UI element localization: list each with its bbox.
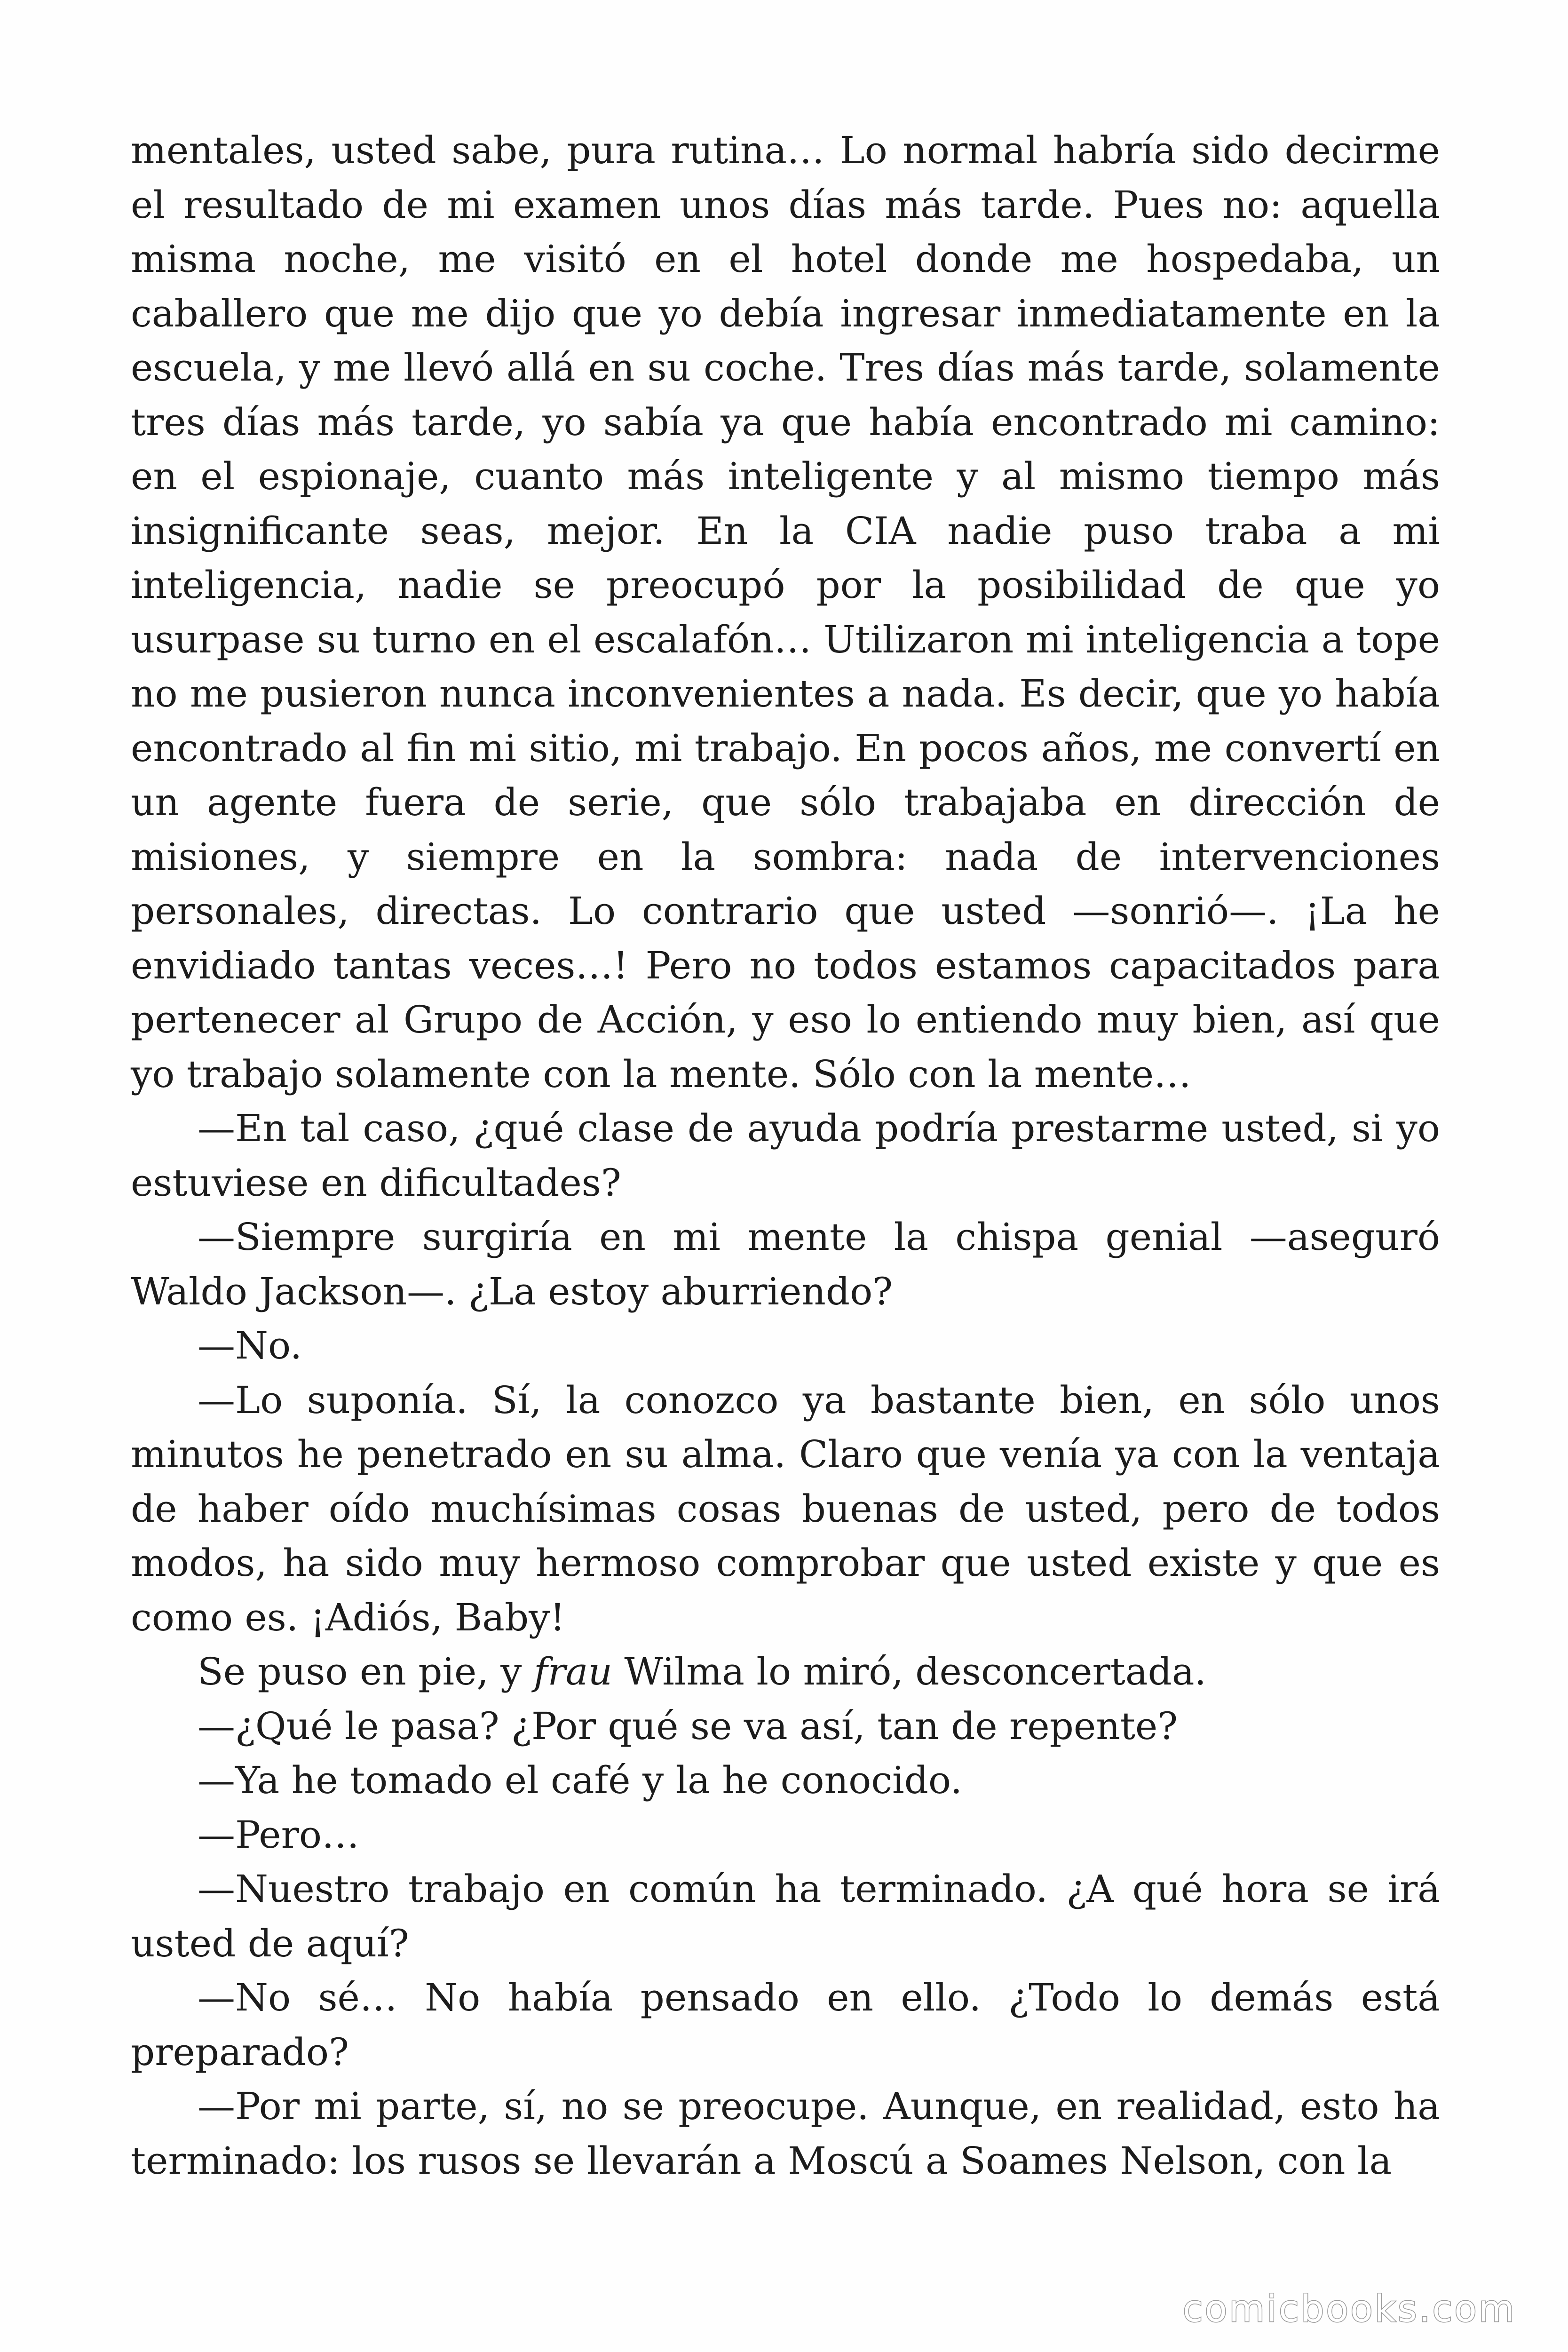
paragraph-8: —Ya he tomado el café y la he conocido. xyxy=(198,1758,963,1802)
paragraph-11: —No sé… No había pensado en ello. ¿Todo lo demás está preparado? xyxy=(131,1976,1440,2074)
paragraph-7: —¿Qué le pasa? ¿Por qué se va así, tan de repente? xyxy=(198,1704,1178,1748)
paragraph-3: —Siempre surgiría en mi mente la chispa genial —aseguró Waldo Jackson—. ¿La estoy aburriendo? xyxy=(131,1215,1440,1313)
paragraph-1: mentales, usted sabe, pura rutina… Lo normal habría sido decirme el resultado de mi examen unos días más tarde. Pues no: aquella misma noche, me visitó en el hotel donde me hospedaba, un caballero que me dijo que yo debía ingresar inmediatamente en la escuela, y me llevó allá en su coche. Tres días más tarde, solamente tres días más tarde, yo sabía ya que había encontrado mi camino: en el espionaje, cuanto más inteligente y al mismo tiempo más insignificante seas, mejor. En la CIA nadie puso traba a mi inteligencia, nadie se preocupó por la posibilidad de que yo usurpase su turno en el escalafón… Utilizaron mi inteligencia a tope no me pusieron nunca inconvenientes a nada. Es decir, que yo había encontrado al fin mi sitio, mi trabajo. En pocos años, me convertí en un agente fuera de serie, que sólo trabajaba en dirección de misiones, y siempre en la sombra: nada de intervenciones personales, directas. Lo contrario que usted —sonrió—. ¡La he envidiado tantas veces…! Pero no todos estamos capacitados para pertenecer al Grupo de Acción, y eso lo entiendo muy bien, así que yo trabajo solamente con la mente. Sólo con la mente… xyxy=(131,128,1440,1096)
paragraph-4: —No. xyxy=(198,1324,302,1367)
paragraph-12: —Por mi parte, sí, no se preocupe. Aunque, en realidad, esto ha terminado: los rusos se llevarán a Moscú a Soames Nelson, con la xyxy=(131,2084,1440,2183)
paragraph-6-after: Wilma lo miró, desconcertada. xyxy=(612,1650,1206,1693)
paragraph-10: —Nuestro trabajo en común ha terminado. ¿A qué hora se irá usted de aquí? xyxy=(131,1867,1440,1965)
watermark-logo: comicbooks.com xyxy=(1182,2288,1516,2330)
paragraph-9: —Pero… xyxy=(198,1812,359,1857)
italic-word-frau: frau xyxy=(533,1650,612,1693)
paragraph-6-before: Se puso en pie, y xyxy=(198,1650,534,1693)
paragraph-6 xyxy=(131,1645,1440,1699)
body-text xyxy=(131,123,1440,2188)
paragraph-2: —En tal caso, ¿qué clase de ayuda podría prestarme usted, si yo estuviese en dificultades? xyxy=(131,1106,1440,1205)
paragraph-5: —Lo suponía. Sí, la conozco ya bastante bien, en sólo unos minutos he penetrado en su alma. Claro que venía ya con la ventaja de haber oído muchísimas cosas buenas de usted, pero de todos modos, ha sido muy hermoso comprobar que usted existe y que es como es. ¡Adiós, Baby! xyxy=(131,1378,1440,1639)
